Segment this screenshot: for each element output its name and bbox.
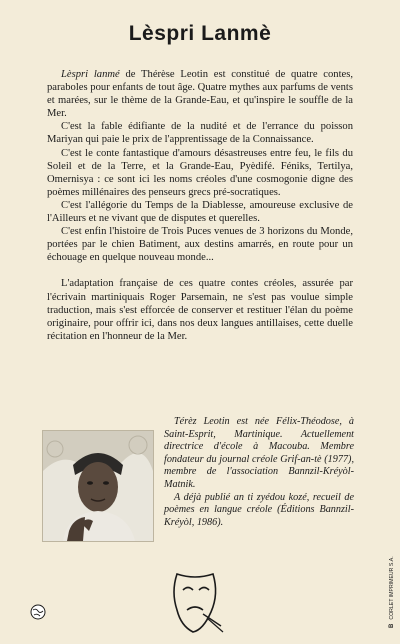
author-portrait-icon xyxy=(43,431,153,541)
imprint-prefix: B xyxy=(389,623,395,628)
author-photo xyxy=(42,430,154,542)
blurb-paragraph-5: C'est enfin l'histoire de Trois Puces venues de 3 horizons du Monde, portées par le chien Batiment, aux destins amarrés, en route pour un échouage en quelque nouveau monde... xyxy=(47,226,353,264)
theatre-mask-logo xyxy=(163,570,227,636)
blurb-paragraph-1-text: de Thérèse Leotin est constitué de quatre contes, paraboles pour enfants de tout âge. Quatre mythes aux parfums de vents et marées, sur le thème de la Grande-Eau, et qu'inspire le souffle de la Mer. xyxy=(47,69,353,120)
blurb-paragraph-1 xyxy=(47,68,353,120)
globe-logo xyxy=(30,604,46,620)
bio-paragraph-2: A déjà publié an ti zyédou kozé, recueil de poèmes en langue créole (Éditions Bannzil-Kréyòl, 1986). xyxy=(164,491,354,528)
blurb-paragraph-4: C'est l'allégorie du Temps de la Diablesse, amoureuse exclusive de l'Ailleurs et ne vivant que de disputes et querelles. xyxy=(47,199,353,225)
blurb-paragraph-2: C'est la fable édifiante de la nudité et de l'errance du poisson Mariyan qui paie le prix de l'apprentissage de la Connaissance. xyxy=(47,121,353,146)
blurb-title-mention: Lèspri lanmé xyxy=(61,69,120,80)
printer-imprint xyxy=(389,556,395,628)
book-title: Lèspri Lanmè xyxy=(128,22,272,45)
bio-paragraph-1: Térèz Leotin est née Félix-Théodose, à Saint-Esprit, Martinique. Actuellement directrice d'école à Macouba. Membre fondateur du journal créole Grif-an-tè (1977), membre de l'association Bannzil-Kréyòl-Matnik. xyxy=(164,416,354,490)
author-bio xyxy=(164,416,354,529)
imprint-text: CORLET IMPRIMEUR S.A. xyxy=(389,556,395,620)
blurb xyxy=(47,68,353,343)
blurb-paragraph-3: C'est le conte fantastique d'amours désastreuses entre feu, le fils du Soleil et de la Terre, et la Grande-Eau, Pyèdifé. Féniks, Tertilya, Omernisya : ce sont ici les noms créoles d'une cosmogonie digne des poèmes millénaires des penseurs grecs pré-socratiques. xyxy=(47,147,353,198)
blurb-paragraph-6: L'adaptation française de ces quatre contes créoles, assurée par l'écrivain martiniquais Roger Parsemain, ne s'est pas voulue simple traduction, mais s'est efforcée de conserver et restituer l'élan du poème originaire, pour offrir ici, dans nos deux langues antillaises, cette duelle récitation en l'honneur de la Mer. xyxy=(47,278,353,342)
